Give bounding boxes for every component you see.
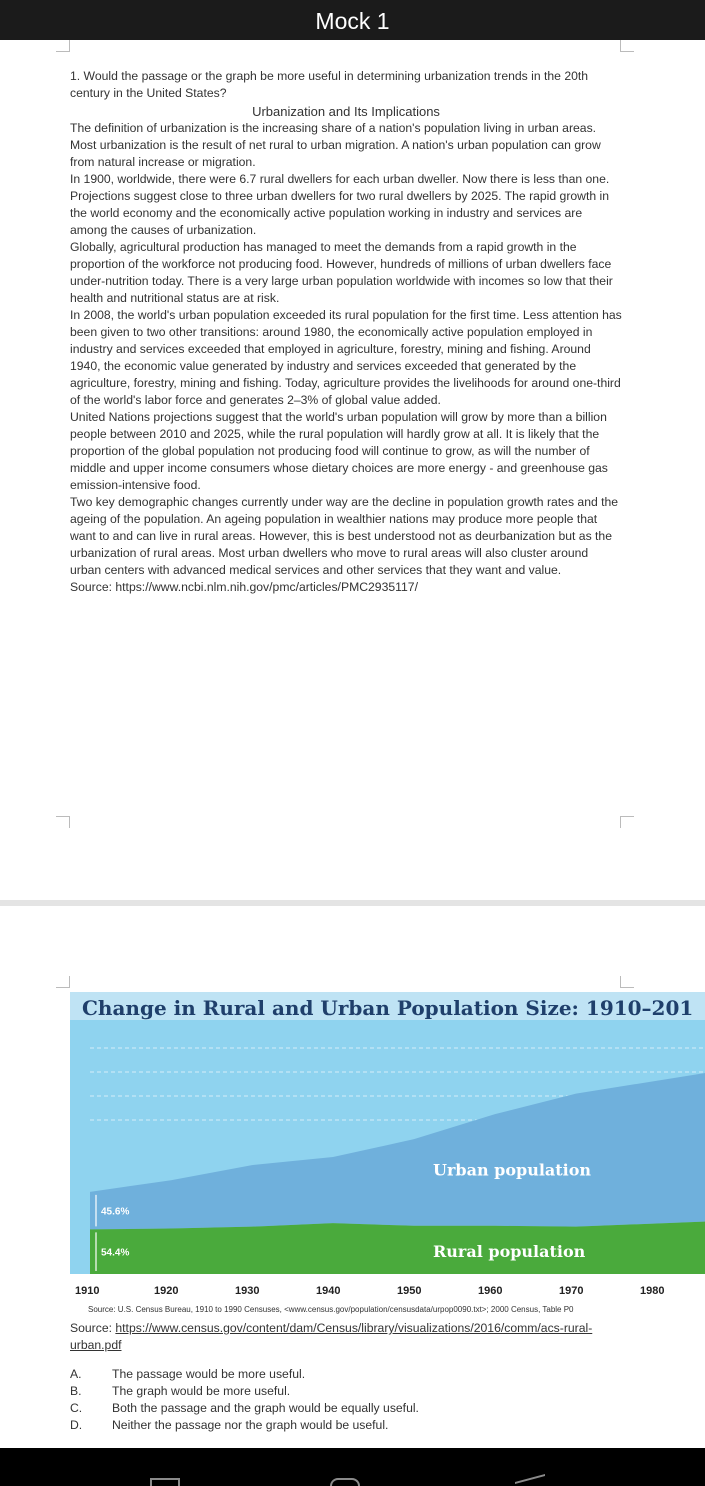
x-tick-label: 1930 <box>235 1285 260 1297</box>
choice-letter: C. <box>70 1401 83 1415</box>
choice-c[interactable] <box>70 1400 630 1417</box>
series-label-rural: Rural population <box>433 1242 586 1262</box>
population-chart <box>70 992 705 1304</box>
back-icon[interactable] <box>515 1474 545 1486</box>
x-tick-label: 1940 <box>316 1285 341 1297</box>
recent-apps-icon[interactable] <box>150 1478 180 1486</box>
question-text: 1. Would the passage or the graph be more useful in determining urbanization trends in the 20th century in the United States? <box>70 69 589 100</box>
page-corner-mark <box>620 976 634 988</box>
page-corner-mark <box>56 816 70 828</box>
choice-letter: B. <box>70 1384 82 1398</box>
home-icon[interactable] <box>330 1478 360 1486</box>
page-separator <box>0 900 705 906</box>
page-corner-mark <box>620 816 634 828</box>
x-tick-label: 1950 <box>397 1285 422 1297</box>
x-tick-label: 1980 <box>640 1285 665 1297</box>
choice-d[interactable] <box>70 1417 630 1434</box>
passage-paragraph: Globally, agricultural production has managed to meet the demands from a rapid growth in the proportion of the workforce not producing food. However, hundreds of millions of urban dwellers face under-nutrition today. There is a very large urban population worldwide with incomes so low that their health and nutritional status are at risk. <box>70 240 613 305</box>
passage-paragraph: In 1900, worldwide, there were 6.7 rural dwellers for each urban dweller. Now there is less than one. Projections suggest close to three urban dwellers for two rural dwellers by 2025. The rapid growth in the world economy and the economically active population working in industry and services are among the causes of urbanization. <box>70 172 610 237</box>
chart-canvas <box>70 992 705 1304</box>
passage-paragraph: The definition of urbanization is the increasing share of a nation's population living in urban areas. Most urbanization is the result of net rural to urban migration. A nation's urban population can grow from natural increase or migration. <box>70 121 601 169</box>
choice-text: The passage would be more useful. <box>112 1367 306 1381</box>
graph-source-prefix: Source: <box>70 1321 116 1335</box>
choice-text: Neither the passage nor the graph would be useful. <box>112 1418 389 1432</box>
title-bar <box>0 0 705 40</box>
page-1 <box>70 68 622 596</box>
x-tick-label: 1970 <box>559 1285 584 1297</box>
urban-share-label: 45.6% <box>101 1206 130 1218</box>
page-corner-mark <box>620 40 634 52</box>
chart-source-note: Source: U.S. Census Bureau, 1910 to 1990 Censuses, <www.census.gov/population/censusdata/urpop0090.txt>; 2000 Census, Table P0 <box>88 1305 574 1314</box>
page-2 <box>70 1320 630 1434</box>
choice-text: The graph would be more useful. <box>112 1384 291 1398</box>
rural-share-label: 54.4% <box>101 1247 130 1259</box>
choice-letter: D. <box>70 1418 83 1432</box>
answer-choices <box>70 1366 630 1434</box>
choice-b[interactable] <box>70 1383 630 1400</box>
passage-source: Source: https://www.ncbi.nlm.nih.gov/pmc/articles/PMC2935117/ <box>70 580 418 594</box>
chart-title: Change in Rural and Urban Population Size: 1910–201 <box>82 996 694 1020</box>
graph-source-link[interactable]: https://www.census.gov/content/dam/Census/library/visualizations/2016/comm/acs-rural-urban.pdf <box>70 1321 593 1352</box>
x-tick-label: 1960 <box>478 1285 503 1297</box>
page-corner-mark <box>56 976 70 988</box>
choice-a[interactable] <box>70 1366 630 1383</box>
choice-letter: A. <box>70 1367 82 1381</box>
passage-paragraph: United Nations projections suggest that the world's urban population will grow by more than a billion people between 2010 and 2025, while the rural population will hardly grow at all. It is likely that the proportion of the global population not producing food will continue to grow, as will the number of middle and upper income consumers whose dietary choices are more energy - and greenhouse gas emission-intensive food. <box>70 410 608 492</box>
rural-population-area <box>90 1221 705 1274</box>
document-title: Mock 1 <box>315 8 390 34</box>
graph-source <box>70 1320 630 1354</box>
page-corner-mark <box>56 40 70 52</box>
passage-paragraph: Two key demographic changes currently under way are the decline in population growth rates and the ageing of the population. An ageing population in wealthier nations may produce more people that want to and can live in rural areas. However, this is best understood not as deurbanization but as the urbanization of rural areas. Most urban dwellers who move to rural areas will also cluster around urban centers with advanced medical services and other services that they want and value. <box>70 495 619 577</box>
choice-text: Both the passage and the graph would be equally useful. <box>112 1401 419 1415</box>
passage-title: Urbanization and Its Implications <box>252 104 440 119</box>
x-tick-label: 1910 <box>75 1285 100 1297</box>
series-label-urban: Urban population <box>433 1160 592 1180</box>
system-nav-bar <box>0 1448 705 1486</box>
x-tick-label: 1920 <box>154 1285 179 1297</box>
passage-paragraph: In 2008, the world's urban population exceeded its rural population for the first time. Less attention has been given to two other transitions: around 1980, the economically active population employed in industry and services exceeded that employed in agriculture, forestry, mining and fishing. Around 1940, the economic value generated by industry and services exceeded that generated by the agriculture, forestry, mining and fishing. Today, agriculture provides the livelihoods for around one-third of the world's labor force and generates 2–3% of global value added. <box>70 308 622 407</box>
